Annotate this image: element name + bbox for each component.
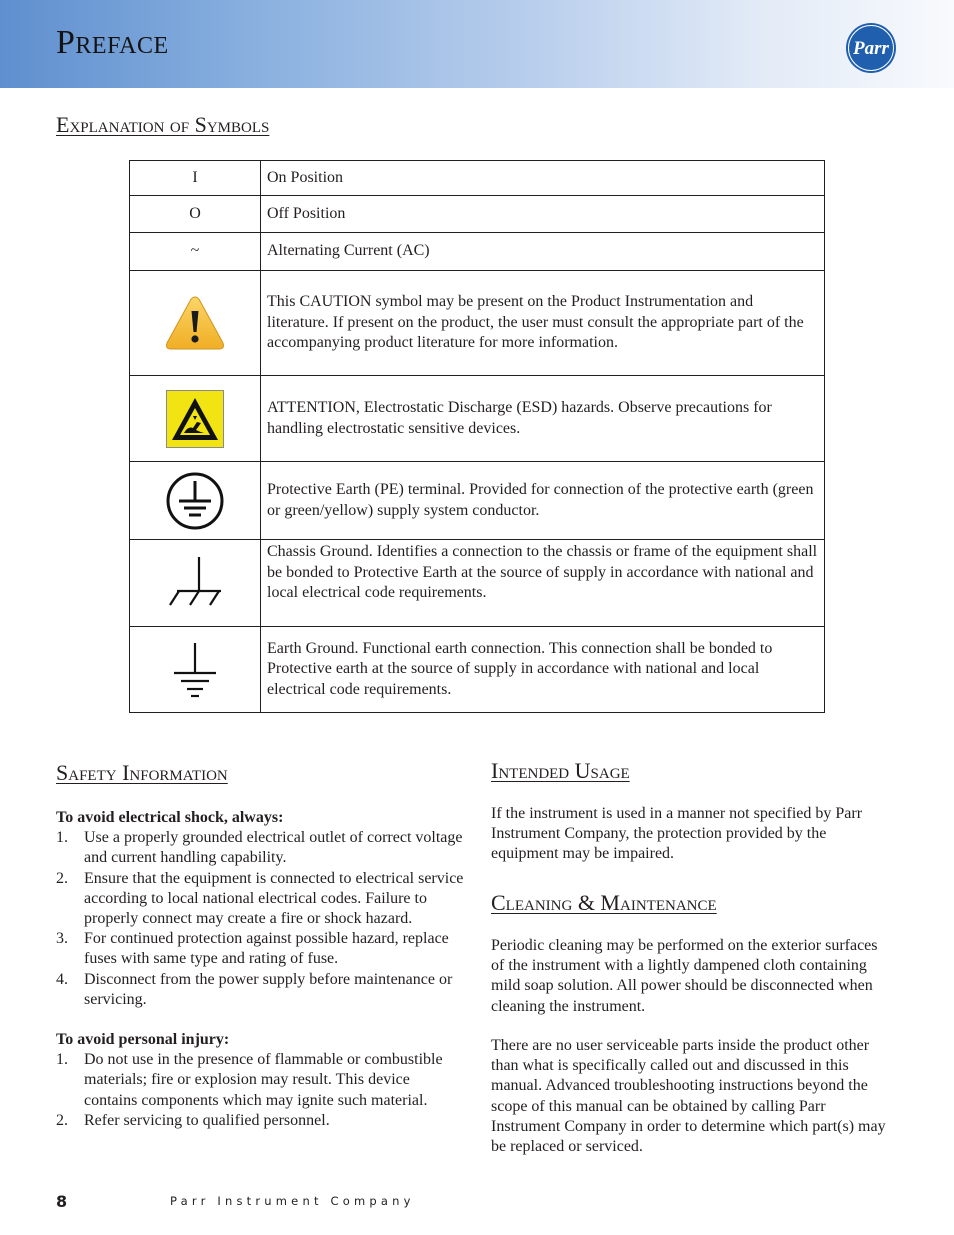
parr-logo bbox=[845, 22, 897, 74]
symbol-off: O bbox=[130, 196, 261, 233]
table-row bbox=[130, 540, 825, 627]
svg-text:Parr: Parr bbox=[853, 38, 889, 59]
safety-content bbox=[56, 808, 466, 1131]
shock-subheading: To avoid electrical shock, always: bbox=[56, 809, 284, 826]
chassis-ground-icon bbox=[165, 555, 225, 611]
list-item: 2. Refer servicing to qualified personnel. bbox=[56, 1111, 330, 1129]
shock-list bbox=[56, 828, 466, 1010]
table-row bbox=[130, 627, 825, 713]
cleaning-paragraph-2: There are no user serviceable parts inside the product other than what is specifically called out and discussed in this manual. Advanced troubleshooting instructions beyond the scope of this manual can be obtained by calling Parr Instrument Company in order to determine which part(s) may be replaced or serviced. bbox=[491, 1037, 886, 1156]
table-row bbox=[130, 271, 825, 376]
safety-heading: Safety Information bbox=[56, 760, 228, 785]
cleaning-paragraph-1: Periodic cleaning may be performed on the exterior surfaces of the instrument with a lightly dampened cloth containing mild soap solution. All power should be disconnected when cleaning the instrument. bbox=[491, 937, 878, 1015]
table-row bbox=[130, 462, 825, 540]
cleaning-heading: Cleaning & Maintenance bbox=[491, 890, 717, 915]
table-row bbox=[130, 161, 825, 196]
symbols-table bbox=[129, 160, 825, 713]
table-row bbox=[130, 196, 825, 233]
footer-company: Parr Instrument Company bbox=[170, 1194, 415, 1208]
symbol-description: Alternating Current (AC) bbox=[261, 233, 825, 271]
protective-earth-icon bbox=[165, 471, 225, 531]
symbol-description: This CAUTION symbol may be present on the Product Instrumentation and literature. If present on the product, the user must consult the appropriate part of the accompanying product literature for more information. bbox=[261, 271, 825, 376]
list-item: 2. Ensure that the equipment is connected to electrical service according to local national electrical codes. Failure to properly connect may create a fire or shock hazard. bbox=[56, 869, 464, 928]
symbol-description: Earth Ground. Functional earth connection. This connection shall be bonded to Protective earth at the source of supply in accordance with national and local electrical code requirements. bbox=[261, 627, 825, 713]
symbol-on: I bbox=[130, 161, 261, 196]
list-item: 3. For continued protection against possible hazard, replace fuses with same type and rating of fuse. bbox=[56, 930, 449, 968]
symbol-description: ATTENTION, Electrostatic Discharge (ESD) hazards. Observe precautions for handling electrostatic sensitive devices. bbox=[261, 376, 825, 462]
symbol-ac: ~ bbox=[130, 233, 261, 271]
table-row bbox=[130, 376, 825, 462]
injury-subheading: To avoid personal injury: bbox=[56, 1031, 230, 1049]
table-row bbox=[130, 233, 825, 271]
symbols-heading: Explanation of Symbols bbox=[56, 112, 270, 137]
caution-triangle-icon bbox=[164, 294, 226, 352]
symbol-description: On Position bbox=[261, 161, 825, 196]
header-banner bbox=[0, 0, 954, 88]
list-item: 1. Use a properly grounded electrical outlet of correct voltage and current handling capability. bbox=[56, 829, 463, 867]
intended-usage-text: If the instrument is used in a manner not specified by Parr Instrument Company, the protection provided by the equipment may be impaired. bbox=[491, 805, 863, 863]
page-number: 8 bbox=[56, 1192, 68, 1211]
list-item: 4. Disconnect from the power supply before maintenance or servicing. bbox=[56, 970, 453, 1008]
intended-usage-heading: Intended Usage bbox=[491, 758, 630, 783]
symbol-description: Protective Earth (PE) terminal. Provided for connection of the protective earth (green or green/yellow) supply system conductor. bbox=[261, 462, 825, 540]
esd-hazard-icon bbox=[166, 390, 224, 448]
injury-list bbox=[56, 1050, 466, 1131]
page-title: Preface bbox=[56, 24, 169, 61]
list-item: 1. Do not use in the presence of flammable or combustible materials; fire or explosion may result. This device contains components which may ignite such material. bbox=[56, 1051, 443, 1109]
earth-ground-icon bbox=[170, 641, 220, 699]
symbol-description: Chassis Ground. Identifies a connection to the chassis or frame of the equipment shall be bonded to Protective Earth at the source of supply in accordance with national and local electrical code requirements. bbox=[261, 540, 825, 627]
symbol-description: Off Position bbox=[261, 196, 825, 233]
